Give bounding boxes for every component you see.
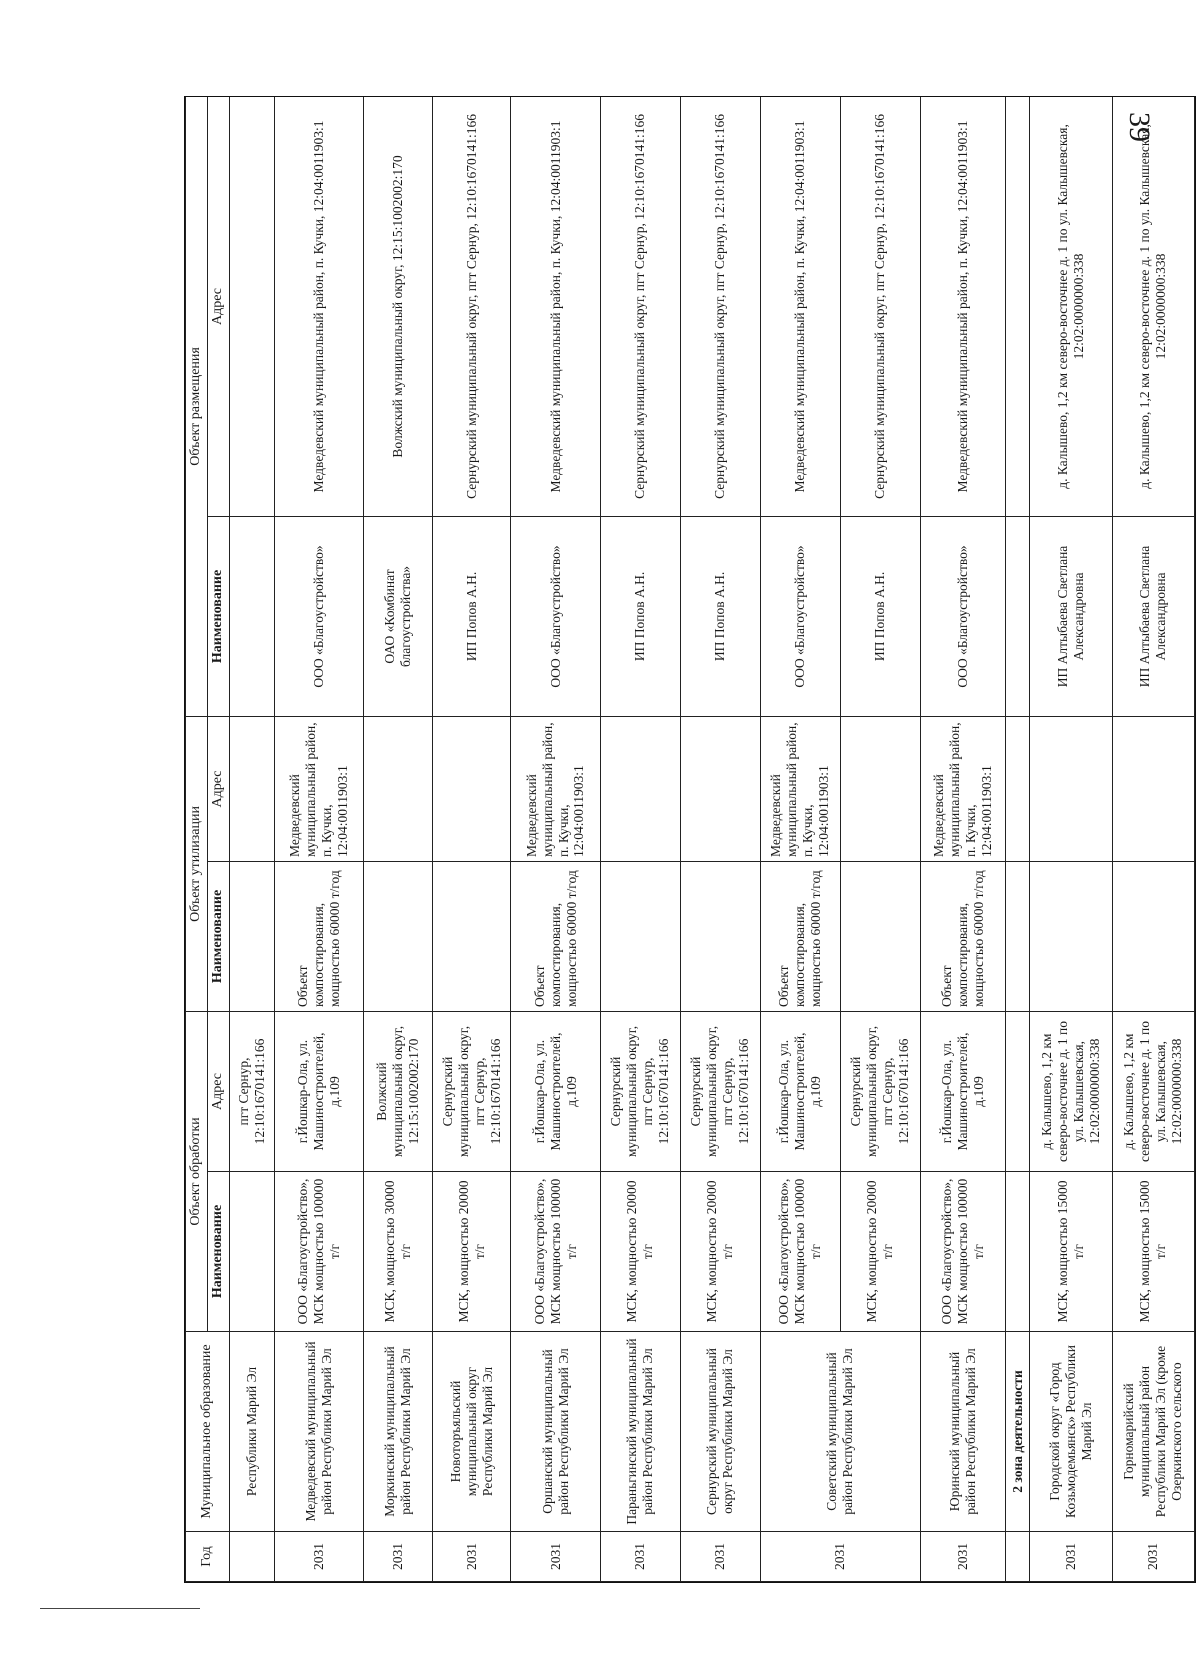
- cell-placement-address: Медведевский муниципальный район, п. Кучки, 12:04:0011903:1: [511, 96, 600, 516]
- cell-utilization-name: [1030, 861, 1112, 1011]
- footer-divider: [40, 1608, 200, 1609]
- cell-placement-name: ИП Попов А.Н.: [432, 516, 511, 716]
- cell-processing-name: МСК, мощностью 15000 т/г: [1112, 1172, 1194, 1332]
- section-title: 2 зона деятельности: [1006, 1332, 1030, 1532]
- cell-year: 2031: [1112, 1532, 1194, 1582]
- cell-municipality: Оршанский муниципальный район Республики Марий Эл: [511, 1332, 600, 1532]
- header-placement: Объект размещения: [186, 96, 208, 716]
- cell-processing-address: Сернурский муниципальный округ, пгт Сернур, 12:10:1670141:166: [432, 1011, 511, 1171]
- cell-processing-address: Сернурский муниципальный округ, пгт Сернур, 12:10:1670141:166: [680, 1011, 760, 1171]
- header-utilization-address: Адрес: [208, 716, 230, 861]
- cell-utilization-address: [1030, 716, 1112, 861]
- table-row: [229, 96, 275, 1581]
- cell-year: 2031: [920, 1532, 1006, 1582]
- section-year-cell: [1006, 1532, 1030, 1582]
- cell-placement-address: Сернурский муниципальный округ, пгт Сернур, 12:10:1670141:166: [600, 96, 680, 516]
- document-table-frame: [184, 96, 1196, 1583]
- cell-processing-name: ООО «Благоустройство», МСК мощностью 100000 т/г: [920, 1172, 1006, 1332]
- cell-processing-name: МСК, мощностью 20000 т/г: [680, 1172, 760, 1332]
- cell-utilization-address: Медведевский муниципальный район, п. Кучки, 12:04:0011903:1: [511, 716, 600, 861]
- cell-utilization-address: Медведевский муниципальный район, п. Кучки, 12:04:0011903:1: [760, 716, 840, 861]
- cell-year: 2031: [432, 1532, 511, 1582]
- cell-municipality: Моркинский муниципальный район Республики Марий Эл: [364, 1332, 433, 1532]
- cell-municipality: Горномарийский муниципальный район Республики Марий Эл (кроме Озеркинского сельского: [1112, 1332, 1194, 1532]
- cell-year: 2031: [511, 1532, 600, 1582]
- table-row: [1112, 96, 1194, 1581]
- cell-utilization-name: [600, 861, 680, 1011]
- cell-placement-address: д. Калышево, 1,2 км северо-восточнее д. 1 по ул. Калышевская, 12:02:0000000:338: [1112, 96, 1194, 516]
- cell-processing-address: г.Йошкар-Ола, ул. Машиностроителей, д.109: [511, 1011, 600, 1171]
- cell-processing-address: г.Йошкар-Ола, ул. Машиностроителей, д.109: [920, 1011, 1006, 1171]
- cell-placement-name: ИП Алтыбаева Светлана Александровна: [1030, 516, 1112, 716]
- rotated-table-container: [185, 97, 1195, 1582]
- header-utilization: Объект утилизации: [186, 716, 208, 1011]
- table-body-section-2: [1006, 96, 1030, 1581]
- cell-processing-name: ООО «Благоустройство», МСК мощностью 100000 т/г: [511, 1172, 600, 1332]
- cell-utilization-name: [840, 861, 920, 1011]
- cell-placement-address: Медведевский муниципальный район, п. Кучки, 12:04:0011903:1: [760, 96, 840, 516]
- cell-processing-address: Сернурский муниципальный округ, пгт Сернур, 12:10:1670141:166: [840, 1011, 920, 1171]
- cell-processing-name: МСК, мощностью 20000 т/г: [840, 1172, 920, 1332]
- cell-year: 2031: [364, 1532, 433, 1582]
- cell-placement-name: ИП Попов А.Н.: [600, 516, 680, 716]
- section-row: [1006, 96, 1030, 1581]
- cell-placement-name: ИП Попов А.Н.: [680, 516, 760, 716]
- cell-year: 2031: [680, 1532, 760, 1582]
- cell-utilization-name: [364, 861, 433, 1011]
- cell-municipality: Медведевский муниципальный район Республики Марий Эл: [275, 1332, 364, 1532]
- cell-municipality: Юринский муниципальный район Республики Марий Эл: [920, 1332, 1006, 1532]
- cell-municipality: Республики Марий Эл: [229, 1332, 275, 1532]
- cell-utilization-name: [432, 861, 511, 1011]
- table-row: [364, 96, 433, 1581]
- cell-municipality: Советский муниципальный район Республики Марий Эл: [760, 1332, 920, 1532]
- cell-processing-name: МСК, мощностью 30000 т/г: [364, 1172, 433, 1332]
- table-row: [511, 96, 600, 1581]
- cell-placement-address: Волжский муниципальный округ, 12:15:1002002:170: [364, 96, 433, 516]
- cell-placement-name: ОАО «Комбинат благоустройства»: [364, 516, 433, 716]
- table-row: [760, 96, 840, 1581]
- cell-utilization-address: [1112, 716, 1194, 861]
- cell-processing-name: МСК, мощностью 15000 т/г: [1030, 1172, 1112, 1332]
- cell-utilization-name: [1112, 861, 1194, 1011]
- header-municipality: Муниципальное образование: [186, 1332, 230, 1532]
- header-processing-name: Наименование: [208, 1172, 230, 1332]
- cell-placement-address: Сернурский муниципальный округ, пгт Сернур, 12:10:1670141:166: [680, 96, 760, 516]
- cell-placement-name: ООО «Благоустройство»: [760, 516, 840, 716]
- cell-municipality: Сернурский муниципальный округ Республики Марий Эл: [680, 1332, 760, 1532]
- cell-municipality: Новоторъяльский муниципальный округ Республики Марий Эл: [432, 1332, 511, 1532]
- table-body-zone-1: [229, 96, 760, 1581]
- cell-placement-address: Сернурский муниципальный округ, пгт Сернур, 12:10:1670141:166: [840, 96, 920, 516]
- waste-objects-table: [185, 96, 1195, 1582]
- cell-utilization-address: [840, 716, 920, 861]
- cell-year: 2031: [600, 1532, 680, 1582]
- cell-processing-name: МСК, мощностью 20000 т/г: [432, 1172, 511, 1332]
- cell-placement-name: ООО «Благоустройство»: [920, 516, 1006, 716]
- cell-processing-address: пгт Сернур, 12:10:1670141:166: [229, 1011, 275, 1171]
- cell-placement-name: ИП Алтыбаева Светлана Александровна: [1112, 516, 1194, 716]
- table-row: [432, 96, 511, 1581]
- table-row: [680, 96, 760, 1581]
- cell-year: [229, 1532, 275, 1582]
- cell-processing-address: д. Калышево, 1,2 км северо-восточнее д. 1 по ул. Калышевская, 12:02:0000000:338: [1112, 1011, 1194, 1171]
- cell-utilization-address: [229, 716, 275, 861]
- table-body-soviet: [760, 96, 920, 1581]
- cell-processing-address: г.Йошкар-Ола, ул. Машиностроителей, д.109: [275, 1011, 364, 1171]
- cell-placement-address: Медведевский муниципальный район, п. Кучки, 12:04:0011903:1: [920, 96, 1006, 516]
- cell-processing-name: ООО «Благоустройство», МСК мощностью 100000 т/г: [275, 1172, 364, 1332]
- cell-placement-name: ООО «Благоустройство»: [275, 516, 364, 716]
- cell-placement-name: ООО «Благоустройство»: [511, 516, 600, 716]
- cell-year: 2031: [760, 1532, 920, 1582]
- page-number: 39: [1123, 112, 1156, 142]
- table-head: [186, 96, 230, 1581]
- cell-utilization-address: [600, 716, 680, 861]
- header-processing: Объект обработки: [186, 1011, 208, 1331]
- cell-utilization-name: [680, 861, 760, 1011]
- cell-placement-address: [229, 96, 275, 516]
- cell-processing-name: МСК, мощностью 20000 т/г: [600, 1172, 680, 1332]
- cell-utilization-name: Объект компостирования, мощностью 60000 т/год: [760, 861, 840, 1011]
- cell-municipality: Параньгинский муниципальный район Республики Марий Эл: [600, 1332, 680, 1532]
- header-utilization-name: Наименование: [208, 861, 230, 1011]
- cell-utilization-address: [680, 716, 760, 861]
- cell-processing-name: [229, 1172, 275, 1332]
- cell-placement-address: Медведевский муниципальный район, п. Кучки, 12:04:0011903:1: [275, 96, 364, 516]
- cell-placement-name: ИП Попов А.Н.: [840, 516, 920, 716]
- cell-placement-address: д. Калышево, 1,2 км северо-восточнее д. 1 по ул. Калышевская, 12:02:0000000:338: [1030, 96, 1112, 516]
- cell-placement-name: [229, 516, 275, 716]
- cell-utilization-address: [432, 716, 511, 861]
- cell-processing-name: ООО «Благоустройство», МСК мощностью 100000 т/г: [760, 1172, 840, 1332]
- cell-processing-address: г.Йошкар-Ола, ул. Машиностроителей, д.109: [760, 1011, 840, 1171]
- cell-utilization-address: Медведевский муниципальный район, п. Кучки, 12:04:0011903:1: [920, 716, 1006, 861]
- table-row: [275, 96, 364, 1581]
- header-placement-name: Наименование: [208, 516, 230, 716]
- cell-utilization-address: Медведевский муниципальный район, п. Кучки, 12:04:0011903:1: [275, 716, 364, 861]
- cell-utilization-name: Объект компостирования, мощностью 60000 т/год: [275, 861, 364, 1011]
- header-row-top: [186, 96, 208, 1581]
- cell-utilization-name: Объект компостирования, мощностью 60000 т/год: [511, 861, 600, 1011]
- cell-placement-address: Сернурский муниципальный округ, пгт Сернур, 12:10:1670141:166: [432, 96, 511, 516]
- cell-year: 2031: [275, 1532, 364, 1582]
- cell-utilization-address: [364, 716, 433, 861]
- cell-municipality: Городской округ «Город Козьмодемьянск» Республики Марий Эл: [1030, 1332, 1112, 1532]
- header-processing-address: Адрес: [208, 1011, 230, 1171]
- cell-year: 2031: [1030, 1532, 1112, 1582]
- cell-utilization-name: Объект компостирования, мощностью 60000 т/год: [920, 861, 1006, 1011]
- cell-processing-address: Волжский муниципальный округ, 12:15:1002002:170: [364, 1011, 433, 1171]
- table-row: [600, 96, 680, 1581]
- cell-processing-address: д. Калышево, 1,2 км северо-восточнее д. 1 по ул. Калышевская, 12:02:0000000:338: [1030, 1011, 1112, 1171]
- table-row: [920, 96, 1006, 1581]
- table-body-yurino: [920, 96, 1006, 1581]
- header-placement-address: Адрес: [208, 96, 230, 516]
- cell-processing-address: Сернурский муниципальный округ, пгт Сернур, 12:10:1670141:166: [600, 1011, 680, 1171]
- header-year: Год: [186, 1532, 230, 1582]
- cell-utilization-name: [229, 861, 275, 1011]
- table-row: [1030, 96, 1112, 1581]
- table-body-zone-2: [1030, 96, 1195, 1581]
